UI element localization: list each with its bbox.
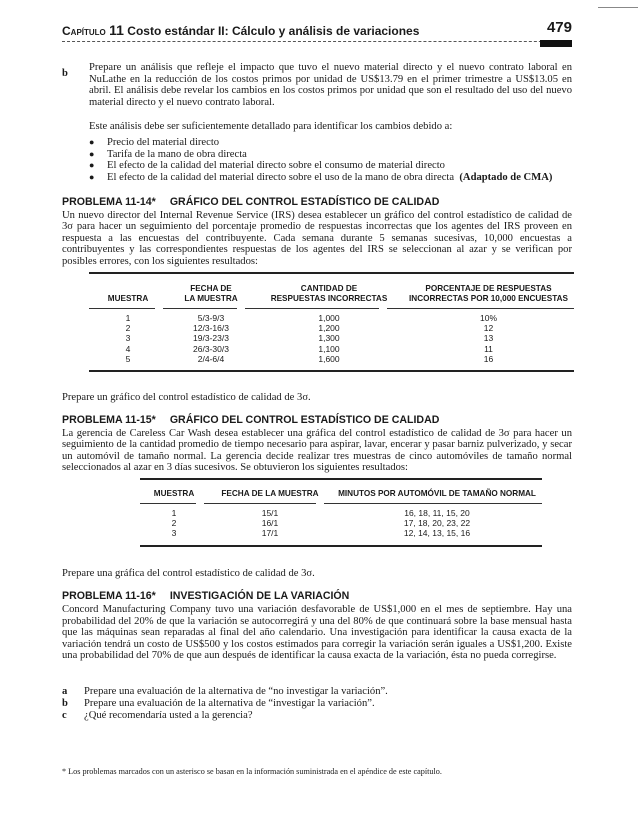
- col-header: CANTIDAD DE: [300, 284, 358, 293]
- header-underline: [163, 308, 237, 309]
- table-row: 4 26/3-30/3 1,100 11: [125, 343, 493, 354]
- header-underline: [204, 503, 316, 504]
- problem-15-table: [140, 489, 542, 539]
- col-header: MUESTRA: [153, 489, 195, 498]
- problem-14-text: Un nuevo director del Internal Revenue Service (IRS) desea establecer un gráfico del control estadístico de calidad de 3σ para hacer un seguimiento del porcentaje promedio de respuestas incorrectas que los agentes del IRS proveen en respuesta a las encuestas del contribuyente. Cada semana durante 5 semanas sucesivas, 10,000 encuestas a contribuyentes y las correspondientes respuestas de los agentes del IRS se seleccionan al azar y se verifican por posibles errores, con los siguientes resultados:: [62, 210, 572, 267]
- page-number: 479: [546, 19, 572, 36]
- problem-15-title: GRÁFICO DEL CONTROL ESTADÍSTICO DE CALIDAD: [169, 414, 440, 426]
- part-b-letter-wrap: [62, 63, 74, 81]
- problem-16-items: [62, 686, 572, 721]
- col-header: INCORRECTAS POR 10,000 ENCUESTAS: [409, 294, 568, 303]
- problem-16-heading: [62, 590, 349, 602]
- table-row: 1 15/1 16, 18, 11, 15, 20: [171, 508, 470, 518]
- footnote: * Los problemas marcados con un asterisco se basan en la información suministrada en el apéndice de este capítulo.: [62, 767, 442, 776]
- table-row: 5 2/4-6/4 1,600 16: [125, 353, 494, 364]
- header-block-mark: [540, 40, 572, 47]
- col-header: RESPUESTAS INCORRECTAS: [270, 294, 388, 303]
- problem-15-table-wrap: [140, 478, 542, 547]
- col-header: MUESTRA: [107, 294, 149, 303]
- table-row: 1 5/3-9/3 1,000 10%: [125, 313, 497, 323]
- problem-14-instruction: Prepare un gráfico del control estadístico de calidad de 3σ.: [62, 392, 311, 403]
- col-header: PORCENTAJE DE RESPUESTAS: [425, 284, 552, 293]
- bullet-item: ● Tarifa de la mano de obra directa: [89, 149, 574, 161]
- table-top-rule: [140, 478, 542, 480]
- problem-14-table-wrap: [89, 272, 574, 372]
- list-item: b Prepare una evaluación de la alternativa de “investigar la variación”.: [62, 697, 375, 709]
- col-header: LA MUESTRA: [184, 294, 238, 303]
- problem-16-text: Concord Manufacturing Company tuvo una variación desfavorable de US$1,000 en el mes de septiembre. Hay una probabilidad del 20% de que la variación se autocorregirá y una del 80% de que continuará sobre la base mensual hasta que las máquinas sean reparadas al final del año calendario. Una investigación para identificar la causa exacta de la variación tendrá un costo de US$500 y los costos estimados para corregir la variación serán iguales a US$1,200. Existe una probabilidad del 70% de que aun después de identificar la causa exacta de la variación, ésta no pueda corregirse.: [62, 604, 572, 662]
- page-header: [62, 18, 582, 40]
- problem-14-label: PROBLEMA 11-14*: [62, 196, 156, 208]
- list-item: a Prepare una evaluación de la alternativa de “no investigar la variación”.: [62, 686, 388, 697]
- problem-15-text: La gerencia de Careless Car Wash desea establecer una gráfica del control estadístico de calidad de 3σ para hacer un seguimiento de la cantidad promedio de tiempo necesario para aspirar, lavar, encerar y pasar barniz pulverizado, y secar un automóvil de tamaño normal. La gerencia decide realizar tres muestras de cinco automóviles de tamaño normal seleccionados al azar en 3 días sucesivos. Se obtuvieron los siguientes resultados:: [62, 428, 572, 474]
- table-row: 3 19/3-23/3 1,300 13: [125, 333, 494, 344]
- problem-14-title: GRÁFICO DEL CONTROL ESTADÍSTICO DE CALIDAD: [169, 196, 440, 208]
- header-underline: [387, 308, 574, 309]
- table-row: 2 12/3-16/3 1,200 12: [125, 323, 494, 334]
- list-item: c ¿Qué recomendaría usted a la gerencia?: [62, 709, 253, 721]
- col-header: FECHA DE: [190, 284, 232, 293]
- bullet-item: ● Precio del material directo: [89, 137, 574, 149]
- page-trim-mark: [598, 7, 638, 8]
- part-b-detail-intro: Este análisis debe ser suficientemente detallado para identificar los cambios debido a:: [89, 121, 453, 132]
- problem-16-label: PROBLEMA 11-16*: [62, 590, 156, 602]
- bullet-item: ● El efecto de la calidad del material directo sobre el consumo de material directo: [89, 160, 574, 172]
- col-header: MINUTOS POR AUTOMÓVIL DE TAMAÑO NORMAL: [338, 489, 536, 498]
- part-b-text: Prepare un análisis que refleje el impacto que tuvo el nuevo material directo y el nuevo contrato laboral en NuLathe en la reducción de los costos primos por unidad de US$13.79 en el primer trimestre a US$13.05 en abril. El análisis debe revelar los cambios en los costos primos por unidad que son el resultado del uso del nuevo material directo y el nuevo contrato laboral.: [89, 62, 572, 108]
- bullet-item: ● El efecto de la calidad del material directo sobre el uso de la mano de obra directa (Adaptado de CMA): [89, 172, 574, 184]
- header-underline: [324, 503, 542, 504]
- col-header: [89, 284, 167, 294]
- part-b-letter: b: [62, 68, 68, 79]
- source-note: (Adaptado de CMA): [459, 171, 553, 183]
- problem-14-heading: [62, 196, 439, 208]
- chapter-title: Costo estándar II: Cálculo y análisis de variaciones: [127, 24, 420, 38]
- chapter-heading: [62, 22, 419, 38]
- table-bottom-rule: [140, 545, 542, 547]
- table-row: 2 16/1 17, 18, 20, 23, 22: [171, 518, 471, 529]
- chapter-number: 11: [109, 22, 124, 38]
- table-top-rule: [89, 272, 574, 274]
- part-b-bullet-list: [89, 137, 574, 183]
- table-bottom-rule: [89, 370, 574, 372]
- chapter-word: Capítulo: [62, 24, 106, 38]
- problem-15-instruction: Prepare una gráfica del control estadístico de calidad de 3σ.: [62, 568, 315, 579]
- col-header: FECHA DE LA MUESTRA: [221, 489, 319, 498]
- problem-15-heading: [62, 414, 439, 426]
- problem-14-table: [89, 284, 574, 364]
- table-row: 3 17/1 12, 14, 13, 15, 16: [171, 528, 471, 539]
- header-underline: [89, 308, 155, 309]
- problem-15-label: PROBLEMA 11-15*: [62, 414, 156, 426]
- header-underline: [140, 503, 196, 504]
- problem-16-title: INVESTIGACIÓN DE LA VARIACIÓN: [169, 590, 350, 602]
- header-underline: [245, 308, 379, 309]
- header-rule: [62, 41, 572, 43]
